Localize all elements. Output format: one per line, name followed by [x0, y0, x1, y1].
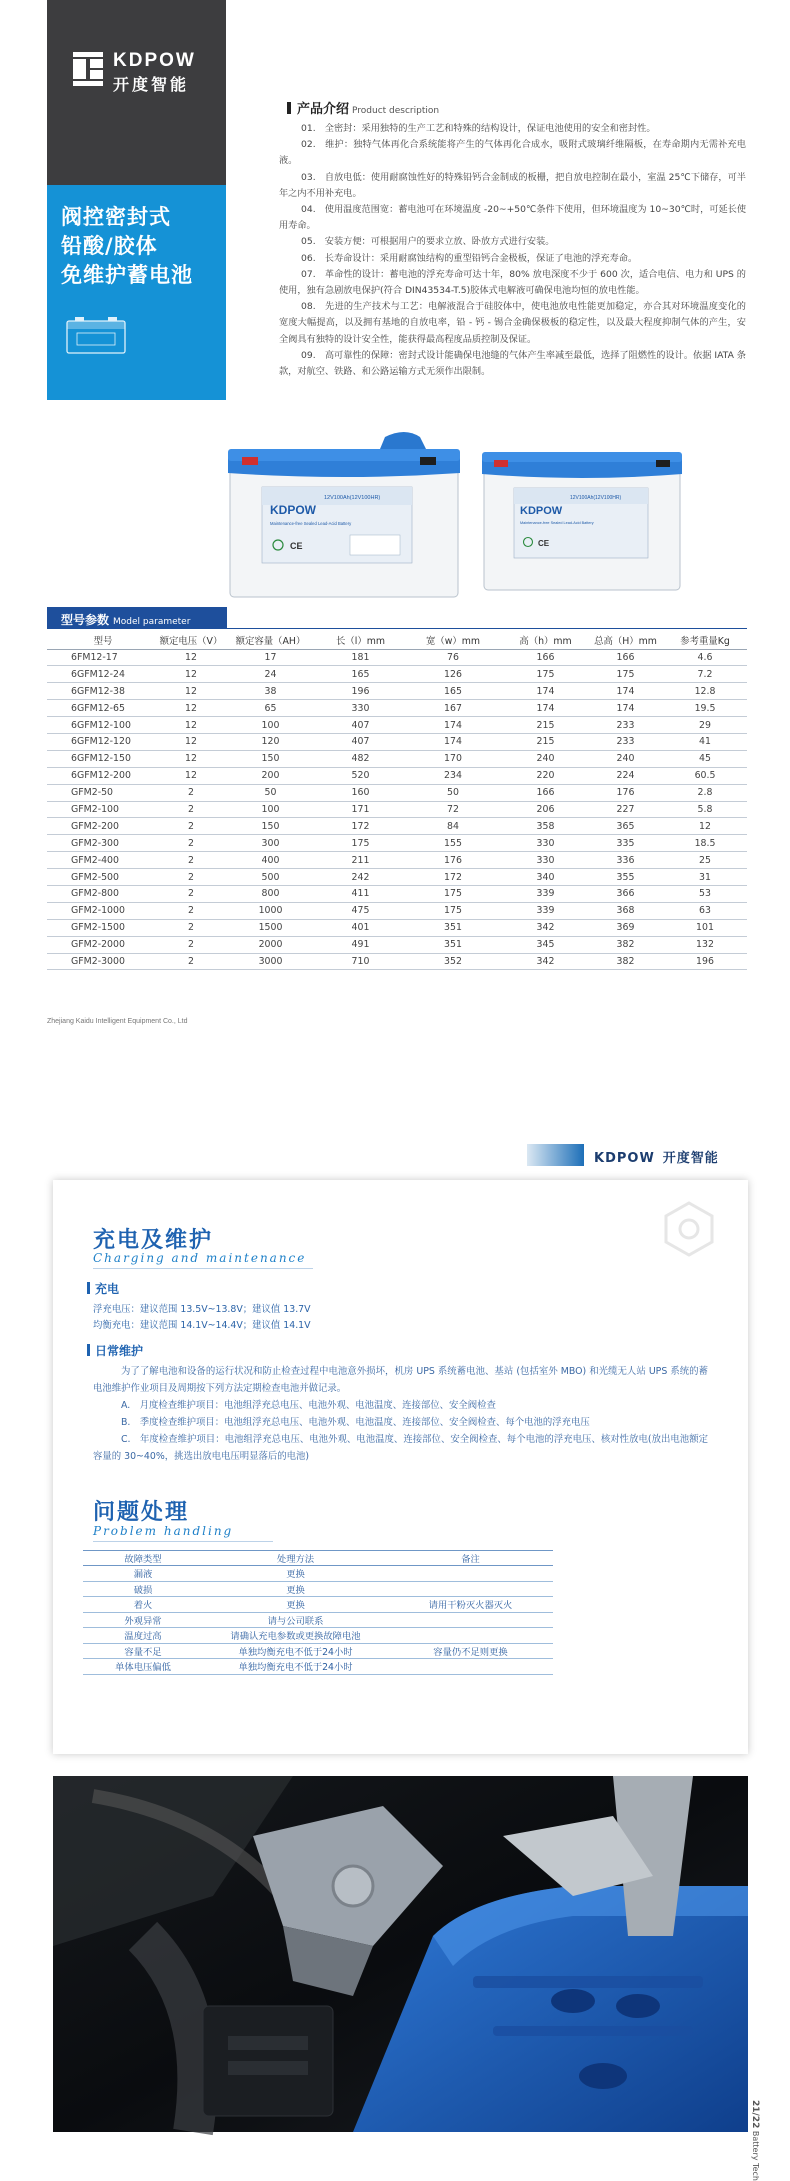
product-page	[0, 0, 790, 1040]
column-header: 额定电压（V）	[159, 632, 223, 649]
table-cell: 12	[159, 700, 223, 717]
table-cell: 233	[588, 733, 663, 750]
table-cell: 171	[318, 801, 403, 818]
table-cell: 150	[223, 818, 318, 835]
table-cell: 520	[318, 767, 403, 784]
divider	[227, 628, 747, 629]
table-cell: 220	[503, 767, 588, 784]
battery-label-ce: CE	[290, 541, 303, 551]
table-cell: 160	[318, 784, 403, 801]
table-cell: GFM2-3000	[47, 953, 159, 970]
table-cell: 355	[588, 869, 663, 886]
column-header: 故障类型	[83, 1551, 203, 1566]
table-cell: 12	[159, 666, 223, 683]
table-cell: 6GFM12-100	[47, 717, 159, 734]
table-cell: 358	[503, 818, 588, 835]
table-cell: 60.5	[663, 767, 747, 784]
table-cell: 31	[663, 869, 747, 886]
table-cell: 100	[223, 801, 318, 818]
table-cell: 401	[318, 919, 403, 936]
column-header: 参考重量Kg	[663, 632, 747, 649]
column-header: 总高（H）mm	[588, 632, 663, 649]
table-cell: 167	[403, 700, 503, 717]
table-cell: 6GFM12-150	[47, 750, 159, 767]
table-cell: 227	[588, 801, 663, 818]
table-cell: 6FM12-17	[47, 649, 159, 666]
table-cell: 2	[159, 784, 223, 801]
table-cell: 366	[588, 885, 663, 902]
table-cell: 339	[503, 902, 588, 919]
table-cell: 330	[318, 700, 403, 717]
battery-label-type: Maintenance-free Sealed Lead-Acid Battery	[270, 521, 352, 526]
table-cell: 12	[159, 649, 223, 666]
table-cell: GFM2-1500	[47, 919, 159, 936]
table-cell: 500	[223, 869, 318, 886]
table-cell: 温度过高	[83, 1628, 203, 1644]
table-cell: 155	[403, 835, 503, 852]
table-cell: 3000	[223, 953, 318, 970]
table-cell: 12	[159, 683, 223, 700]
page-number	[750, 2100, 760, 2181]
description-item: 06. 长寿命设计：采用耐腐蚀结构的重型铅钙合金极板，保证了电池的浮充寿命。	[301, 252, 638, 264]
table-cell: 368	[588, 902, 663, 919]
quarterly-check: B. 季度检查维护项目：电池组浮充总电压、电池外观、电池温度、连接部位、安全阀检查、每个电池的浮充电压	[121, 1417, 590, 1428]
table-cell: 176	[403, 852, 503, 869]
table-cell: 2	[159, 869, 223, 886]
table-cell: 330	[503, 835, 588, 852]
table-cell: 12	[159, 767, 223, 784]
table-cell: 12	[159, 717, 223, 734]
table-cell: 215	[503, 717, 588, 734]
table-cell: GFM2-200	[47, 818, 159, 835]
table-row	[47, 902, 747, 919]
table-cell: 2	[159, 818, 223, 835]
description-item: 05. 安装方便：可根据用户的要求立放、卧放方式进行安装。	[301, 236, 555, 248]
table-cell: 破损	[83, 1581, 203, 1597]
heading-text-en: Model parameter	[113, 617, 191, 627]
table-cell: GFM2-300	[47, 835, 159, 852]
float-charge-text: 浮充电压：建议范围 13.5V~13.8V；建议值 13.7V	[93, 1304, 311, 1315]
brand-name-cn: 开度智能	[113, 75, 190, 94]
table-cell: 369	[588, 919, 663, 936]
table-cell: 234	[403, 767, 503, 784]
table-cell: 242	[318, 869, 403, 886]
brand-name-en: KDPOW	[113, 50, 196, 71]
table-cell: 710	[318, 953, 403, 970]
section-title-en: Charging and maintenance	[93, 1251, 307, 1265]
subsection-heading	[87, 1342, 143, 1359]
column-header: 处理方法	[203, 1551, 388, 1566]
subsection-heading	[87, 1280, 119, 1297]
table-cell: 181	[318, 649, 403, 666]
table-cell: 174	[588, 700, 663, 717]
table-cell: 24	[223, 666, 318, 683]
table-cell: 166	[503, 649, 588, 666]
table-cell: 172	[403, 869, 503, 886]
table-cell: 175	[588, 666, 663, 683]
table-cell: 240	[588, 750, 663, 767]
table-cell: 174	[503, 700, 588, 717]
table-row	[47, 818, 747, 835]
heading-marker	[87, 1282, 90, 1294]
table-cell: 176	[588, 784, 663, 801]
table-cell: 475	[318, 902, 403, 919]
table-cell: GFM2-400	[47, 852, 159, 869]
annual-check: C. 年度检查维护项目：电池组浮充总电压、电池外观、电池温度、连接部位、安全阀检查、每个电池的浮充电压、核对性放电(放出电池额定容量的 30~40%，挑选出放电电压明显落后的电池)	[93, 1434, 708, 1462]
table-cell: 2000	[223, 936, 318, 953]
title-line: 阀控密封式	[61, 205, 171, 229]
battery-product-image-large	[220, 425, 470, 605]
table-cell: 351	[403, 919, 503, 936]
table-row	[83, 1628, 553, 1644]
table-cell	[388, 1628, 553, 1644]
table-row	[83, 1612, 553, 1628]
description-item: 03. 自放电低：使用耐腐蚀性好的特殊铅钙合金制成的板栅，把自放电控制在最小，室温 25℃下储存，可半年之内不用补充电。	[279, 171, 746, 199]
table-cell: 45	[663, 750, 747, 767]
page-number-value: 21/22	[750, 2100, 760, 2129]
table-cell: 53	[663, 885, 747, 902]
battery-product-image-small	[478, 440, 688, 595]
table-cell: 单体电压偏低	[83, 1659, 203, 1675]
table-row	[83, 1597, 553, 1613]
table-cell: 2	[159, 919, 223, 936]
table-cell: 345	[503, 936, 588, 953]
table-cell: GFM2-1000	[47, 902, 159, 919]
table-cell: 215	[503, 733, 588, 750]
column-header: 备注	[388, 1551, 553, 1566]
table-body	[83, 1566, 553, 1675]
table-cell: 漏液	[83, 1566, 203, 1582]
table-cell: 491	[318, 936, 403, 953]
table-cell: 72	[403, 801, 503, 818]
header-brand	[594, 1147, 719, 1166]
table-cell: 12	[663, 818, 747, 835]
table-cell: 120	[223, 733, 318, 750]
table-cell: 更换	[203, 1566, 388, 1582]
description-item: 09. 高可靠性的保障：密封式设计能确保电池缝的气体产生率减至最低，选择了阻燃性的设计。依据 IATA 条款，对航空、铁路、和公路运输方式无须作出限制。	[279, 349, 746, 378]
maintenance-intro: 为了了解电池和设备的运行状况和防止检查过程中电池意外损坏，机房 UPS 系统蓄电池、基站 (包括室外 MBO) 和光缆无人站 UPS 系统的蓄电池维护作业项目及周期按下列方法定期检查电池并做记录。	[93, 1366, 708, 1394]
table-row	[83, 1643, 553, 1659]
table-row	[47, 801, 747, 818]
table-cell: 2	[159, 936, 223, 953]
table-cell: 6GFM12-120	[47, 733, 159, 750]
table-cell: GFM2-100	[47, 801, 159, 818]
column-header: 长（l）mm	[318, 632, 403, 649]
battery-photo	[53, 1776, 748, 2132]
table-cell: 407	[318, 733, 403, 750]
description-item: 02. 维护：独特气体再化合系统能将产生的气体再化合成水，吸附式玻璃纤维隔板，在寿命期内无需补充电液。	[279, 139, 746, 167]
table-row	[83, 1566, 553, 1582]
table-cell: GFM2-50	[47, 784, 159, 801]
table-cell: 174	[503, 683, 588, 700]
model-parameter-table	[47, 632, 747, 970]
table-cell: 5.8	[663, 801, 747, 818]
product-title	[61, 203, 193, 290]
divider	[93, 1541, 273, 1542]
column-header: 高（h）mm	[503, 632, 588, 649]
table-cell: 6GFM12-38	[47, 683, 159, 700]
description-item: 04. 使用温度范围宽：蓄电池可在环境温度 -20~+50℃条件下使用，但环境温度为 10~30℃时，可延长使用寿命。	[279, 204, 747, 232]
table-cell: 175	[503, 666, 588, 683]
table-cell: 240	[503, 750, 588, 767]
title-line: 铅酸/胶体	[61, 234, 158, 258]
table-cell: 400	[223, 852, 318, 869]
table-cell: 18.5	[663, 835, 747, 852]
table-cell: 外观异常	[83, 1612, 203, 1628]
table-row	[47, 919, 747, 936]
table-cell: 请用干粉灭火器灭火	[388, 1597, 553, 1613]
table-cell: 342	[503, 953, 588, 970]
table-row	[47, 835, 747, 852]
table-cell: 单独均衡充电不低于24小时	[203, 1659, 388, 1675]
table-row	[47, 683, 747, 700]
table-header-row	[83, 1551, 553, 1566]
table-cell: 800	[223, 885, 318, 902]
table-cell: 着火	[83, 1597, 203, 1613]
table-cell: 29	[663, 717, 747, 734]
heading-text-en: Product description	[352, 106, 440, 116]
table-cell: 300	[223, 835, 318, 852]
description-item: 01. 全密封：采用独特的生产工艺和特殊的结构设计，保证电池使用的安全和密封性。	[301, 123, 656, 134]
heading-text: 日常维护	[95, 1344, 144, 1358]
table-cell: 126	[403, 666, 503, 683]
table-cell: 1000	[223, 902, 318, 919]
table-cell: 更换	[203, 1597, 388, 1613]
table-cell: 411	[318, 885, 403, 902]
table-cell: 容量仍不足则更换	[388, 1643, 553, 1659]
table-cell: 174	[588, 683, 663, 700]
heading-text: 产品介绍	[297, 102, 350, 117]
table-cell: 175	[403, 902, 503, 919]
table-cell: GFM2-2000	[47, 936, 159, 953]
table-row	[47, 733, 747, 750]
table-cell: 150	[223, 750, 318, 767]
header-decoration	[527, 1144, 584, 1166]
section-title: 问题处理	[93, 1500, 190, 1525]
heading-text: 型号参数	[61, 613, 110, 627]
table-cell: 2	[159, 902, 223, 919]
table-row	[47, 869, 747, 886]
brand-name-en: KDPOW	[594, 1151, 655, 1166]
table-cell: 335	[588, 835, 663, 852]
table-cell: 175	[318, 835, 403, 852]
table-row	[47, 700, 747, 717]
table-cell: 407	[318, 717, 403, 734]
table-cell	[388, 1659, 553, 1675]
table-cell: 12	[159, 750, 223, 767]
table-row	[47, 784, 747, 801]
table-row	[47, 750, 747, 767]
table-cell: 196	[663, 953, 747, 970]
table-cell: 4.6	[663, 649, 747, 666]
table-cell: 6GFM12-200	[47, 767, 159, 784]
table-cell: 2	[159, 835, 223, 852]
table-cell: 7.2	[663, 666, 747, 683]
table-cell: 482	[318, 750, 403, 767]
table-cell: 172	[318, 818, 403, 835]
table-cell: 容量不足	[83, 1643, 203, 1659]
hex-nut-icon	[660, 1200, 718, 1258]
title-line: 免维护蓄电池	[61, 263, 193, 287]
table-cell: GFM2-500	[47, 869, 159, 886]
table-row	[47, 767, 747, 784]
table-cell: 12.8	[663, 683, 747, 700]
maintenance-page	[0, 1100, 790, 2181]
table-cell: 352	[403, 953, 503, 970]
brand-logo-icon	[73, 52, 103, 86]
table-cell: 175	[403, 885, 503, 902]
table-cell: 100	[223, 717, 318, 734]
brand-name-cn: 开度智能	[662, 1151, 719, 1166]
table-cell: 更换	[203, 1581, 388, 1597]
table-cell: 6GFM12-65	[47, 700, 159, 717]
table-row	[83, 1659, 553, 1675]
model-parameter-heading	[47, 607, 227, 629]
column-header: 型号	[47, 632, 159, 649]
page-side-text: Battery Tech	[751, 2130, 760, 2181]
table-cell: 211	[318, 852, 403, 869]
table-cell: 请与公司联系	[203, 1612, 388, 1628]
table-cell	[388, 1581, 553, 1597]
table-cell: 170	[403, 750, 503, 767]
table-cell: 2.8	[663, 784, 747, 801]
company-name: Zhejiang Kaidu Intelligent Equipment Co., Ltd	[47, 1018, 188, 1025]
table-cell: 6GFM12-24	[47, 666, 159, 683]
equal-charge-text: 均衡充电：建议范围 14.1V~14.4V；建议值 14.1V	[93, 1320, 311, 1331]
table-cell: 2	[159, 885, 223, 902]
content-card	[53, 1180, 748, 1754]
table-cell: 63	[663, 902, 747, 919]
table-cell: 2	[159, 852, 223, 869]
table-cell: 165	[318, 666, 403, 683]
table-cell: 206	[503, 801, 588, 818]
battery-label-brand: KDPOW	[270, 503, 316, 517]
table-cell: 84	[403, 818, 503, 835]
table-cell: 382	[588, 953, 663, 970]
table-cell: 200	[223, 767, 318, 784]
battery-label-ce: CE	[538, 539, 550, 548]
battery-thumbnail-icon	[65, 315, 127, 355]
description-heading	[287, 98, 439, 117]
table-cell: 25	[663, 852, 747, 869]
table-row	[47, 953, 747, 970]
heading-marker	[287, 102, 291, 114]
table-cell: GFM2-800	[47, 885, 159, 902]
table-cell: 233	[588, 717, 663, 734]
table-cell: 50	[403, 784, 503, 801]
table-cell: 2	[159, 953, 223, 970]
table-cell: 330	[503, 852, 588, 869]
table-row	[47, 649, 747, 666]
table-cell: 101	[663, 919, 747, 936]
table-cell: 165	[403, 683, 503, 700]
monthly-check: A. 月度检查维护项目：电池组浮充总电压、电池外观、电池温度、连接部位、安全阀检查	[121, 1400, 496, 1411]
table-row	[47, 936, 747, 953]
table-cell: 365	[588, 818, 663, 835]
table-cell: 单独均衡充电不低于24小时	[203, 1643, 388, 1659]
table-cell: 196	[318, 683, 403, 700]
heading-text: 充电	[95, 1282, 120, 1296]
table-cell: 166	[588, 649, 663, 666]
table-row	[47, 885, 747, 902]
section-title: 充电及维护	[93, 1228, 214, 1253]
table-cell: 38	[223, 683, 318, 700]
column-header: 宽（w）mm	[403, 632, 503, 649]
description-list	[279, 121, 746, 380]
table-row	[47, 666, 747, 683]
battery-label-rating: 12V100Ah(12V100HR)	[570, 495, 622, 501]
table-cell: 12	[159, 733, 223, 750]
table-cell: 1500	[223, 919, 318, 936]
title-band	[47, 185, 226, 400]
description-item: 08. 先进的生产技术与工艺：电解液混合于硅胶体中，使电池放电性能更加稳定，亦合其对环境温度变化的宽度大幅提高，以及拥有基地的自放电率，铅 - 钙 - 锡合金确保极板的稳定性，以及最大程度抑制气体的产生，安全阀具有独特的设计安全性，能获得最高程度品质控制及保证。	[279, 301, 746, 345]
divider	[93, 1268, 313, 1269]
table-cell: 50	[223, 784, 318, 801]
table-cell: 342	[503, 919, 588, 936]
table-cell: 174	[403, 717, 503, 734]
heading-marker	[87, 1344, 90, 1356]
table-cell: 382	[588, 936, 663, 953]
table-cell: 336	[588, 852, 663, 869]
problem-table	[83, 1550, 553, 1675]
table-cell: 2	[159, 801, 223, 818]
logo-band	[47, 0, 226, 185]
battery-label-rating: 12V100Ah(12V100HR)	[324, 495, 381, 501]
table-cell	[388, 1612, 553, 1628]
table-cell: 76	[403, 649, 503, 666]
table-cell: 19.5	[663, 700, 747, 717]
table-row	[83, 1581, 553, 1597]
description-item: 07. 革命性的设计：蓄电池的浮充寿命可达十年，80% 放电深度不少于 600 次，适合电信、电力和 UPS 的使用，独有急剧放电保护(符合 DIN43534-T.5)胶体式电解液可确保电池均恒的放电性能。	[279, 268, 746, 297]
table-cell: 224	[588, 767, 663, 784]
table-cell: 166	[503, 784, 588, 801]
battery-label-brand: KDPOW	[520, 505, 563, 517]
table-cell: 请确认充电参数或更换故障电池	[203, 1628, 388, 1644]
table-cell: 339	[503, 885, 588, 902]
table-cell: 65	[223, 700, 318, 717]
column-header: 额定容量（AH）	[223, 632, 318, 649]
table-cell: 340	[503, 869, 588, 886]
table-cell: 351	[403, 936, 503, 953]
table-cell	[388, 1566, 553, 1582]
table-cell: 174	[403, 733, 503, 750]
battery-label-type: Maintenance-free Sealed Lead-Acid Battery	[520, 521, 594, 525]
section-title-en: Problem handling	[93, 1524, 234, 1538]
table-row	[47, 717, 747, 734]
table-row	[47, 852, 747, 869]
table-body	[47, 649, 747, 970]
table-cell: 41	[663, 733, 747, 750]
table-cell: 132	[663, 936, 747, 953]
table-cell: 17	[223, 649, 318, 666]
table-header-row	[47, 632, 747, 649]
